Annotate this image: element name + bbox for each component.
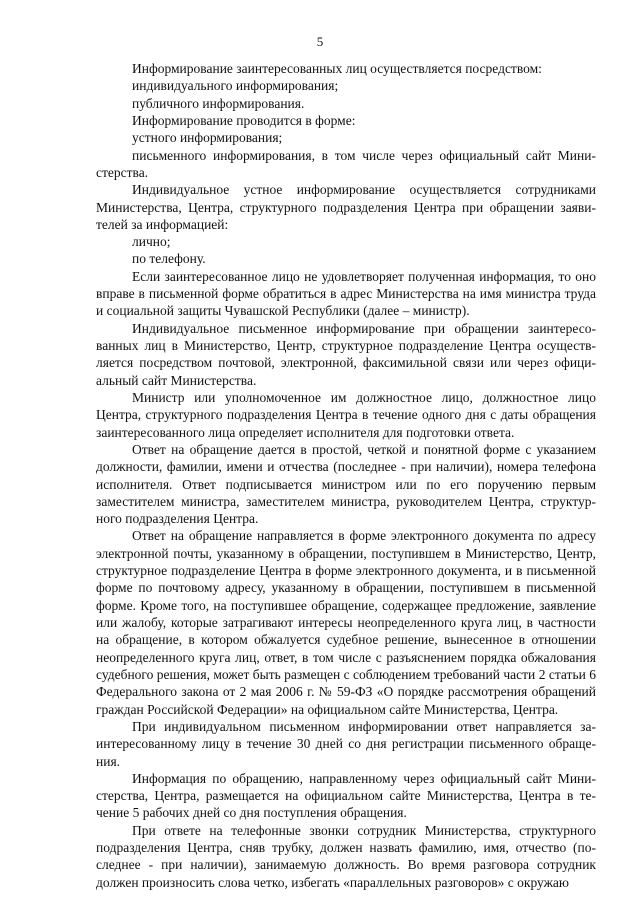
page-number: 5 bbox=[316, 34, 324, 49]
paragraph: публичного информирования. bbox=[132, 95, 305, 111]
paragraph: устного информирования; bbox=[132, 130, 283, 146]
paragraph: Информация по обращению, направленному через официальный сайт Министерства, Центра, размещается на официальном сайте Министерства, Центра в течение 5 рабочих дней со дня поступления обращения. bbox=[96, 770, 596, 821]
paragraph: При индивидуальном письменном информировании ответ направляется заинтересованному лицу в течение 30 дней со дня регистрации письменного обращения. bbox=[96, 718, 596, 769]
paragraph: Индивидуальное устное информирование осуществляется сотрудниками Министерства, Центра, структурного подразделения Центра при обращении заявителей за информацией: bbox=[96, 182, 596, 232]
paragraph: При ответе на телефонные звонки сотрудник Министерства, структурного подразделения Центра, сняв трубку, должен назвать фамилию, имя, отчество (последнее - при наличии), занимаемую должность. Во время разговора сотрудник должен произносить слова четко, избегать «параллельных разговоров» с окружаю bbox=[96, 822, 596, 890]
paragraph: по телефону. bbox=[132, 251, 206, 267]
paragraph: Индивидуальное письменное информирование при обращении заинтересованных лиц в Министерство, Центр, структурное подразделение Центра осуществляется посредством почтовой, электронной, факсимильной связи или через официальный сайт Министерства. bbox=[96, 320, 596, 388]
paragraph: Министр или уполномоченное им должностное лицо, должностное лицо Центра, структурного подразделения Центра в течение одного дня с даты обращения заинтересованного лица определяет исполнителя для подготовки ответа. bbox=[96, 389, 596, 440]
paragraph: Ответ на обращение дается в простой, четкой и понятной форме с указанием должности, фамилии, имени и отчества (последнее - при наличии), номера телефона исполнителя. Ответ подписывается министром или по его поручению первым заместителем министра, заместителем министра, руководителем Центра, структурного подразделения Центра. bbox=[96, 441, 596, 527]
paragraph: письменного информирования, в том числе через официальный сайт Министерства. bbox=[96, 147, 596, 180]
paragraph: Информирование проводится в форме: bbox=[132, 112, 356, 128]
paragraph: Если заинтересованное лицо не удовлетворяет полученная информация, то оно вправе в письменной форме обратиться в адрес Министерства на имя министра труда и социальной защиты Чувашской Республики (далее – министр). bbox=[96, 268, 596, 319]
paragraph: индивидуального информирования; bbox=[132, 78, 339, 94]
paragraph: лично; bbox=[132, 234, 171, 250]
document-body bbox=[96, 60, 596, 891]
paragraph: Ответ на обращение направляется в форме электронного документа по адресу электронной почты, указанному в обращении, поступившем в Министерство, Центр, структурное подразделение Центра в форме электронного документа, и в письменной форме по почтовому адресу, указанному в обращении, поступившем в письменной форме. Кроме того, на поступившее обращение, содержащее предложение, заявление или жалобу, которые затрагивают интересы неопределенного круга лиц, в частности на обращение, в котором обжалуется судебное решение, вынесенное в отношении неопределенного круга лиц, ответ, в том числе с разъяснением порядка обжалования судебного решения, может быть размещен с соблюдением требований части 2 статьи 6 Федерального закона от 2 мая 2006 г. № 59-ФЗ «О порядке рассмотрения обращений граждан Российской Федерации» на официальном сайте Министерства, Центра. bbox=[96, 528, 596, 717]
paragraph: Информирование заинтересованных лиц осуществляется посредством: bbox=[132, 61, 542, 76]
